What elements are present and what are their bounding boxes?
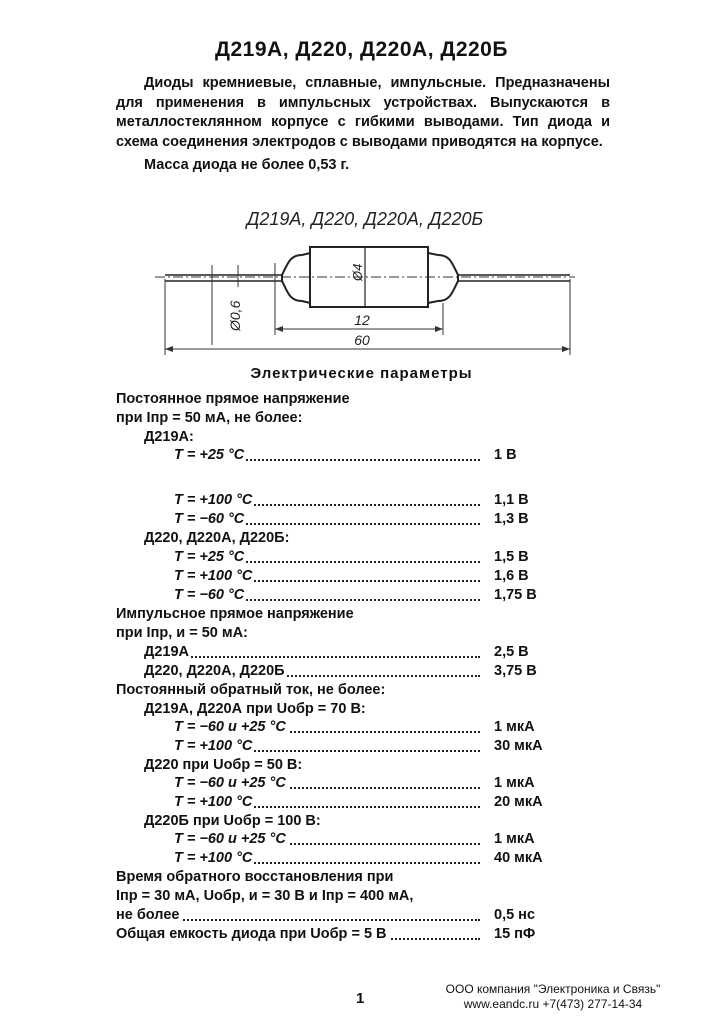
dim-diameter-label: Ø4 — [350, 263, 365, 281]
param-group: Д219А: — [144, 429, 194, 445]
intro-text — [116, 74, 610, 176]
param-row: Д220, Д220А, Д220Б — [144, 662, 480, 680]
param-row: T = +25 °C — [174, 446, 480, 464]
page-title: Д219А, Д220, Д220А, Д220Б — [215, 38, 508, 61]
param-row: T = −60 °C — [174, 510, 480, 528]
param-row: T = −60 и +25 °C — [174, 830, 480, 848]
footer-company: ООО компания "Электроника и Связь" — [445, 982, 661, 996]
param-group: Д220, Д220А, Д220Б: — [144, 530, 290, 546]
param-heading: Постоянный обратный ток, не более: — [116, 682, 386, 698]
param-row: не более — [116, 906, 480, 924]
param-row: T = −60 и +25 °C — [174, 718, 480, 736]
dim-body-label: 12 — [354, 312, 370, 328]
param-condition: при Iпр, и = 50 мА: — [116, 625, 248, 641]
param-condition: при Iпр = 50 мА, не более: — [116, 410, 303, 426]
param-value: 3,75 В — [494, 663, 537, 679]
param-value: 1 мкА — [494, 831, 535, 847]
param-value: 1,5 В — [494, 549, 529, 565]
section-title: Электрические параметры — [250, 365, 473, 382]
param-heading: Время обратного восстановления при — [116, 869, 394, 885]
param-value: 0,5 нс — [494, 907, 536, 923]
description: Диоды кремниевые, сплавные, импульсные. Предназначены для применения в импульсных устройствах. Выпускаются в металлостеклянном корпусе с гибкими выводами. Тип диода и схема соединения электродов с выводами приводятся на корпусе. — [116, 75, 610, 150]
param-value: 30 мкА — [494, 738, 543, 754]
param-row: T = +100 °C — [174, 793, 480, 811]
param-value: 1,75 В — [494, 587, 537, 603]
mass-note: Масса диода не более 0,53 г. — [144, 157, 350, 173]
param-row: T = −60 °C — [174, 586, 480, 604]
param-group: Д220Б при Uобр = 100 В: — [144, 813, 321, 829]
param-value: 15 пФ — [494, 926, 536, 942]
param-value: 1 мкА — [494, 719, 535, 735]
param-value: 20 мкА — [494, 794, 543, 810]
param-value: 40 мкА — [494, 850, 543, 866]
param-value: 2,5 В — [494, 644, 529, 660]
footer — [420, 982, 686, 1012]
footer-contacts: www.eandc.ru +7(473) 277-14-34 — [463, 997, 643, 1011]
param-row: T = +100 °C — [174, 491, 480, 509]
param-value: 1 В — [494, 447, 517, 463]
param-heading: Импульсное прямое напряжение — [116, 606, 354, 622]
drawing-caption: Д219А, Д220, Д220А, Д220Б — [246, 209, 484, 229]
param-row: T = −60 и +25 °C — [174, 774, 480, 792]
param-row: T = +100 °C — [174, 567, 480, 585]
param-condition: Iпр = 30 мА, Uобр, и = 30 В и Iпр = 400 мА, — [116, 888, 414, 904]
diode-outline-svg — [150, 205, 580, 365]
page-number: 1 — [356, 990, 365, 1007]
dim-total-label: 60 — [354, 332, 370, 348]
param-row: T = +25 °C — [174, 548, 480, 566]
param-row: Д219А — [144, 643, 480, 661]
param-heading: Постоянное прямое напряжение — [116, 391, 350, 407]
param-value: 1 мкА — [494, 775, 535, 791]
param-value: 1,3 В — [494, 511, 529, 527]
param-value: 1,1 В — [494, 492, 529, 508]
param-row: T = +100 °C — [174, 737, 480, 755]
param-value: 1,6 В — [494, 568, 529, 584]
dim-lead-label: Ø0,6 — [227, 300, 243, 331]
diode-drawing — [150, 205, 580, 365]
param-group: Д220 при Uобр = 50 В: — [144, 757, 303, 773]
param-row: Общая емкость диода при Uобр = 5 В — [116, 925, 480, 943]
param-group: Д219А, Д220А при Uобр = 70 В: — [144, 701, 366, 717]
param-row: T = +100 °C — [174, 849, 480, 867]
